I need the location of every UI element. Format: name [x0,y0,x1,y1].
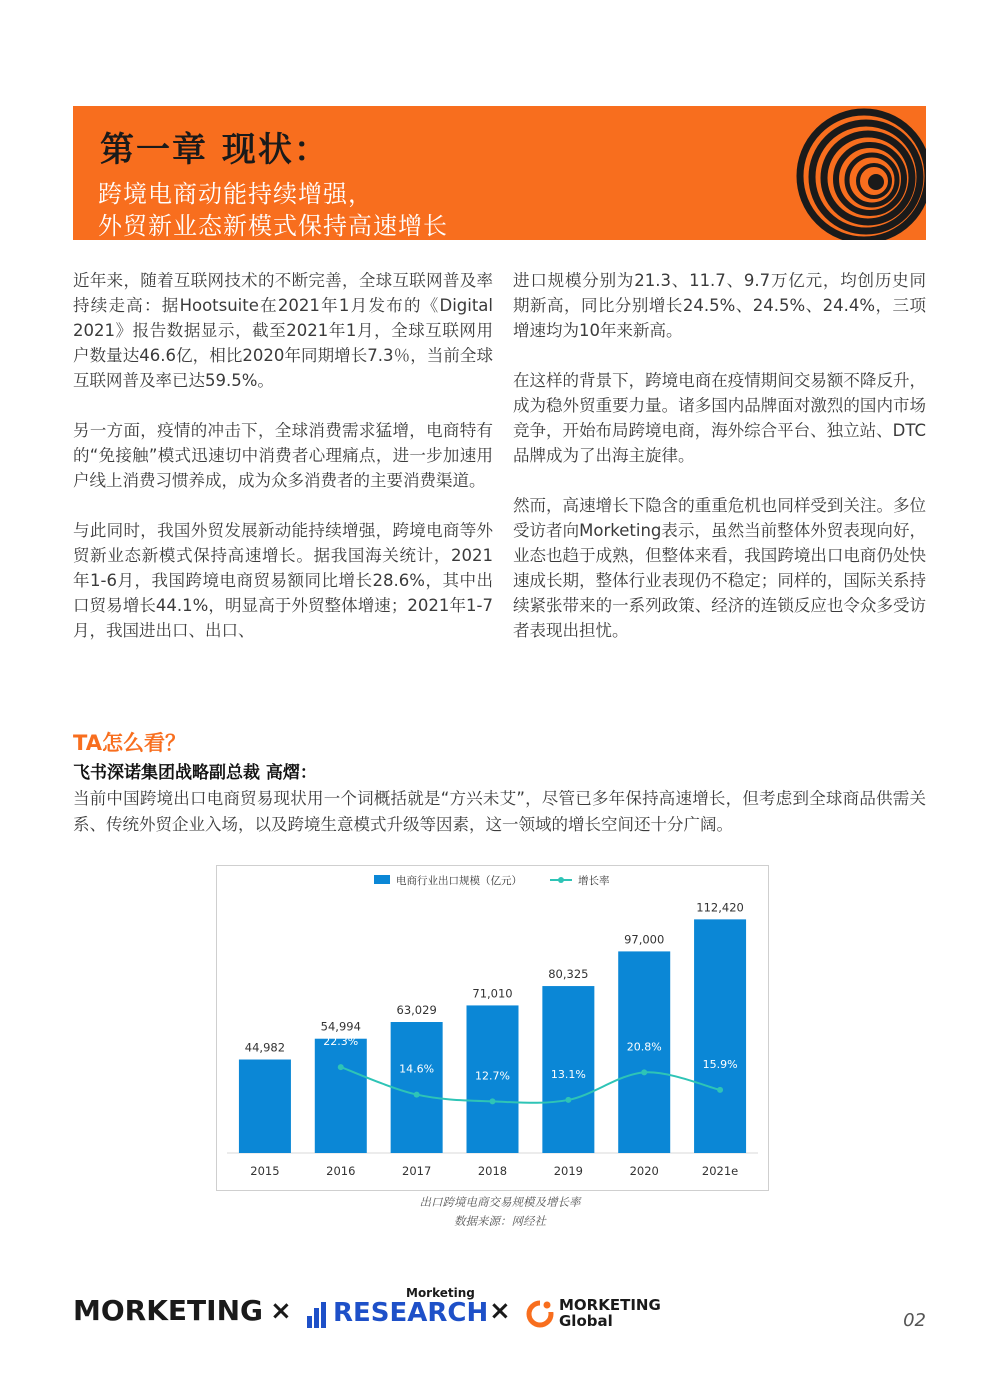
morketing-global-logo-line2: Global [559,1312,613,1330]
bar-value-label: 71,010 [472,986,513,1001]
bar-value-label: 112,420 [696,900,744,915]
bar-value-label: 54,994 [320,1019,361,1034]
x-tick-label: 2017 [402,1164,432,1178]
research-logo: RESEARCH [333,1298,489,1328]
growth-rate-label: 15.9% [702,1057,738,1071]
paragraph: 然而，高速增长下隐含的重重危机也同样受到关注。多位受访者向Morketing表示，虽然当前整体外贸表现向好，业态也趋于成熟，但整体来看，我国跨境出口电商仍处快速成长期，整体行业表现仍不稳定；同样的，国际关系持续紧张带来的一系列政策、经济的连锁反应也令众多受访者表现出担忧。 [513,496,926,640]
bar-value-label: 44,982 [244,1040,286,1055]
times-sign: × [489,1296,511,1326]
chapter-title: 第一章 现状： [100,130,330,170]
right-text-column [513,268,926,668]
bar-value-label: 80,325 [548,967,589,982]
page-number: 02 [903,1310,926,1331]
bar [694,919,746,1153]
bar [239,1060,291,1153]
x-tick-label: 2018 [477,1164,508,1178]
growth-rate-label: 22.3% [323,1035,359,1049]
growth-rate-label: 20.8% [626,1040,662,1054]
growth-rate-point [490,1098,496,1104]
paragraph: 近年来，随着互联网技术的不断完善，全球互联网普及率持续走高：据Hootsuite在2021年1月发布的《Digital 2021》报告数据显示，截至2021年1月，全球互联网用户数量达46.6亿，相比2020年同期增长7.3％，当前全球互联网普及率已达59.5%。 [73,271,493,390]
growth-rate-label: 12.7% [475,1069,510,1083]
legend-bar-swatch [374,875,390,884]
chart-canvas [217,866,768,1190]
growth-rate-point [338,1064,344,1070]
growth-rate-label: 13.1% [550,1067,586,1081]
speaker-quote: 当前中国跨境出口电商贸易现状用一个词概括就是“方兴未艾”，尽管已多年保持高速增长，但考虑到全球商品供需关系、传统外贸企业入场，以及跨境生意模式升级等因素，这一领域的增长空间还十分广阔。 [73,789,926,834]
x-tick-label: 2015 [250,1164,280,1178]
growth-rate-point [641,1069,647,1075]
paragraph: 与此同时，我国外贸发展新动能持续增强，跨境电商等外贸新业态新模式保持高速增长。据我国海关统计，2021年1-6月，我国跨境电商贸易额同比增长28.6%，其中出口贸易增长44.1%，明显高于外贸整体增速；2021年1-7月，我国进出口、出口、 [73,521,493,640]
growth-rate-point [565,1097,571,1103]
x-tick-label: 2019 [553,1164,583,1178]
x-tick-label: 2020 [629,1164,659,1178]
bar [391,1022,443,1153]
left-text-column [73,268,493,668]
times-sign: × [270,1296,292,1326]
research-logo-bars-icon [307,1302,331,1328]
chapter-subtitle-line2: 外贸新业态新模式保持高速增长 [98,212,448,240]
legend-bar-label: 电商行业出口规模（亿元） [396,875,522,887]
legend-line-label: 增长率 [578,875,610,887]
speaker-name: 飞书深诺集团战略副总裁 高熠： [73,763,317,783]
paragraph: 进口规模分别为21.3、11.7、9.7万亿元，均创历史同期新高，同比分别增长24.5%、24.5%、24.4%，三项增速均为10年来新高。 [513,271,926,340]
growth-rate-point [414,1092,420,1098]
morketing-global-icon [526,1298,554,1328]
bar-value-label: 63,029 [396,1003,437,1018]
growth-rate-point [717,1087,723,1093]
x-tick-label: 2016 [326,1164,356,1178]
chapter-header [73,106,926,240]
morketing-global-logo-line1: MORKETING [559,1296,661,1314]
paragraph: 另一方面，疫情的冲击下，全球消费需求猛增，电商特有的“免接触”模式迅速切中消费者心理痛点，进一步加速用户线上消费习惯养成，成为众多消费者的主要消费渠道。 [73,421,493,490]
bar-value-label: 97,000 [624,932,665,947]
spiral-graphic-icon [792,106,926,240]
bar [315,1039,367,1153]
footer-logos [73,1288,926,1338]
chart-source: 数据来源：网经社 [454,1214,546,1228]
x-tick-label: 2021e [701,1164,739,1178]
chart-caption: 出口跨境电商交易规模及增长率 [419,1195,581,1209]
research-logo-small: Morketing [406,1286,475,1300]
paragraph: 在这样的背景下，跨境电商在疫情期间交易额不降反升，成为稳外贸重要力量。诸多国内品牌面对激烈的国内市场竞争，开始布局跨境电商，海外综合平台、独立站、DTC品牌成为了出海主旋律。 [513,371,926,465]
growth-rate-label: 14.6% [399,1062,435,1076]
ta-section-heading: TA怎么看？ [73,731,186,755]
morketing-logo: MORKETING [73,1294,263,1327]
chapter-subtitle-line1: 跨境电商动能持续增强， [98,180,373,208]
export-scale-chart [216,865,769,1191]
legend-line-marker [558,877,564,883]
